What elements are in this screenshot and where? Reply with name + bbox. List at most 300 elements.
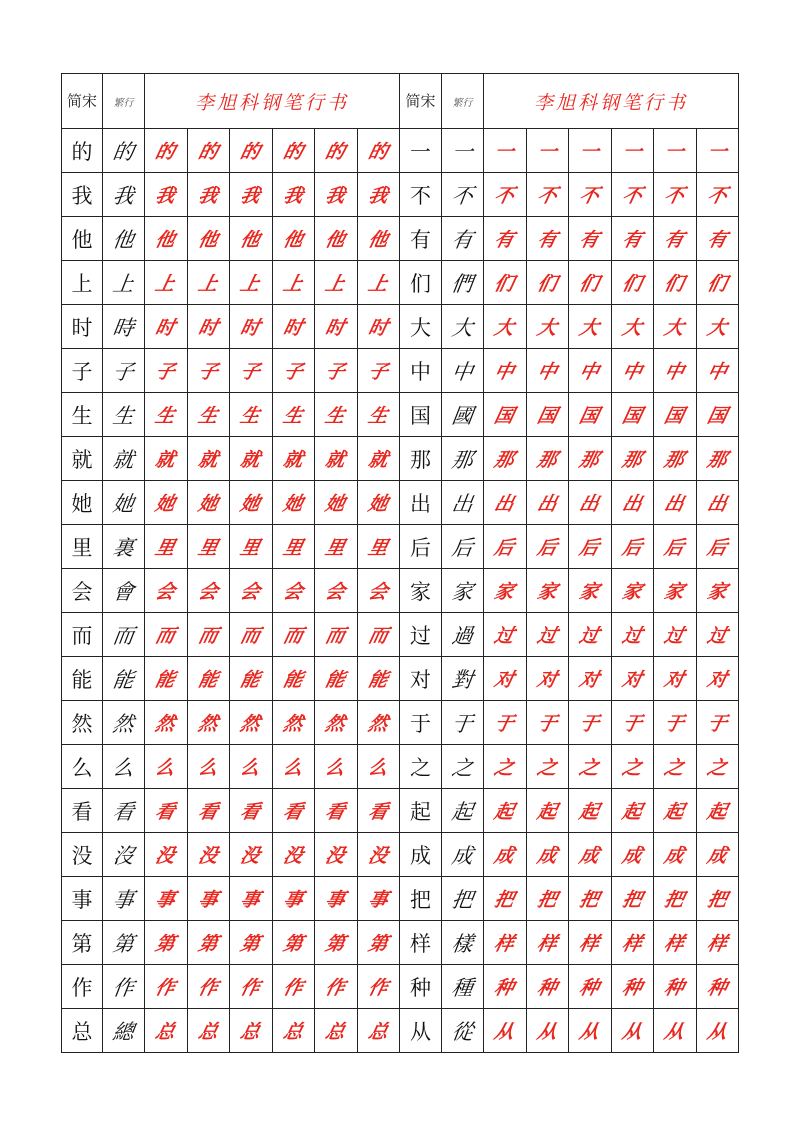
left-demo-char-cell bbox=[358, 261, 400, 305]
right-demo-char: 对 bbox=[577, 669, 602, 691]
right-trad-char-cell bbox=[442, 437, 484, 481]
right-demo-char-cell bbox=[654, 217, 697, 261]
right-demo-char: 大 bbox=[705, 317, 730, 339]
right-demo-char: 们 bbox=[492, 273, 517, 295]
right-demo-char-cell bbox=[654, 833, 697, 877]
right-demo-char-cell bbox=[484, 965, 527, 1009]
right-demo-char-cell bbox=[569, 745, 612, 789]
right-demo-char-cell bbox=[484, 1009, 527, 1053]
right-demo-char: 出 bbox=[620, 493, 645, 515]
left-demo-char-cell bbox=[273, 261, 315, 305]
left-trad-char-cell bbox=[103, 305, 145, 349]
right-demo-char-cell bbox=[612, 173, 654, 217]
left-demo-char: 上 bbox=[196, 273, 221, 295]
left-demo-char-cell bbox=[230, 745, 273, 789]
right-simp-char: 于 bbox=[410, 711, 431, 736]
right-demo-char-cell bbox=[654, 525, 697, 569]
left-demo-char-cell bbox=[315, 833, 358, 877]
left-demo-char: 她 bbox=[153, 493, 178, 515]
right-trad-char: 過 bbox=[450, 623, 475, 648]
right-demo-char: 过 bbox=[662, 625, 687, 647]
left-demo-char: 会 bbox=[153, 581, 178, 603]
left-demo-char-cell bbox=[358, 437, 400, 481]
left-demo-char: 么 bbox=[238, 757, 263, 779]
right-trad-char-cell bbox=[442, 569, 484, 613]
left-demo-char: 她 bbox=[281, 493, 306, 515]
right-demo-char-cell bbox=[569, 349, 612, 393]
right-demo-char: 国 bbox=[620, 405, 645, 427]
right-demo-char-cell bbox=[612, 129, 654, 173]
right-demo-char: 把 bbox=[705, 889, 730, 911]
right-demo-char: 把 bbox=[535, 889, 560, 911]
right-demo-char: 起 bbox=[492, 801, 517, 823]
right-demo-char: 那 bbox=[662, 449, 687, 471]
right-demo-char-cell bbox=[527, 129, 569, 173]
left-trad-char: 上 bbox=[111, 271, 136, 296]
right-simp-char: 种 bbox=[410, 975, 431, 1000]
left-demo-char: 他 bbox=[366, 229, 391, 251]
left-demo-char-cell bbox=[188, 393, 230, 437]
right-trad-char-cell bbox=[442, 1009, 484, 1053]
right-trad-char: 樣 bbox=[450, 931, 475, 956]
right-demo-char: 起 bbox=[662, 801, 687, 823]
right-trad-char: 有 bbox=[450, 227, 475, 252]
left-demo-char-cell bbox=[273, 129, 315, 173]
left-simp-char: 的 bbox=[71, 139, 93, 164]
right-demo-char-cell bbox=[569, 393, 612, 437]
left-simp-char-cell bbox=[62, 965, 103, 1009]
left-demo-char: 第 bbox=[238, 933, 263, 955]
right-demo-char-cell bbox=[484, 525, 527, 569]
right-demo-char: 一 bbox=[662, 141, 687, 163]
left-demo-char: 看 bbox=[366, 801, 391, 823]
table-row bbox=[62, 305, 739, 349]
left-demo-char: 没 bbox=[366, 845, 391, 867]
right-demo-char: 国 bbox=[535, 405, 560, 427]
left-trad-char: 么 bbox=[111, 755, 136, 780]
left-demo-char: 上 bbox=[238, 273, 263, 295]
right-demo-char: 后 bbox=[705, 537, 730, 559]
right-simp-char-cell bbox=[400, 877, 442, 921]
left-demo-char: 能 bbox=[323, 669, 348, 691]
left-simp-char: 而 bbox=[71, 623, 93, 648]
right-demo-char: 不 bbox=[535, 185, 560, 207]
left-demo-char: 看 bbox=[196, 801, 221, 823]
left-demo-char: 第 bbox=[153, 933, 178, 955]
left-demo-char: 能 bbox=[153, 669, 178, 691]
left-demo-char: 然 bbox=[153, 713, 178, 735]
left-trad-label: 繁行 bbox=[113, 98, 134, 109]
right-demo-char-cell bbox=[612, 393, 654, 437]
right-demo-char: 家 bbox=[662, 581, 687, 603]
right-demo-char-cell bbox=[697, 217, 739, 261]
left-simp-label: 简宋 bbox=[66, 92, 97, 110]
left-demo-char-cell bbox=[273, 921, 315, 965]
right-demo-char: 后 bbox=[577, 537, 602, 559]
left-demo-char: 上 bbox=[323, 273, 348, 295]
right-demo-char-cell bbox=[527, 217, 569, 261]
left-simp-char-cell bbox=[62, 481, 103, 525]
left-demo-char-cell bbox=[230, 965, 273, 1009]
left-demo-char: 么 bbox=[196, 757, 221, 779]
left-demo-char: 而 bbox=[281, 625, 306, 647]
right-demo-char-cell bbox=[569, 613, 612, 657]
table-row bbox=[62, 569, 739, 613]
right-demo-char-cell bbox=[612, 437, 654, 481]
left-demo-char: 他 bbox=[196, 229, 221, 251]
right-demo-char: 出 bbox=[492, 493, 517, 515]
right-demo-char-cell bbox=[527, 569, 569, 613]
right-demo-char: 过 bbox=[705, 625, 730, 647]
right-demo-char-cell bbox=[612, 877, 654, 921]
right-demo-char-cell bbox=[527, 745, 569, 789]
left-demo-char-cell bbox=[273, 789, 315, 833]
right-demo-char-cell bbox=[697, 833, 739, 877]
right-demo-char-cell bbox=[569, 789, 612, 833]
right-demo-char: 对 bbox=[620, 669, 645, 691]
right-demo-char-cell bbox=[697, 349, 739, 393]
left-demo-char-cell bbox=[188, 745, 230, 789]
left-demo-char-cell bbox=[145, 657, 188, 701]
right-demo-char: 从 bbox=[620, 1021, 645, 1043]
left-demo-char: 她 bbox=[323, 493, 348, 515]
right-demo-char-cell bbox=[569, 921, 612, 965]
left-demo-char-cell bbox=[273, 305, 315, 349]
table-row bbox=[62, 437, 739, 481]
left-demo-char: 总 bbox=[281, 1021, 306, 1043]
right-demo-char-cell bbox=[569, 217, 612, 261]
left-trad-char-cell bbox=[103, 437, 145, 481]
left-demo-char: 时 bbox=[366, 317, 391, 339]
left-demo-char: 么 bbox=[323, 757, 348, 779]
right-demo-char: 把 bbox=[492, 889, 517, 911]
right-demo-char: 之 bbox=[620, 757, 645, 779]
right-simp-label: 简宋 bbox=[405, 92, 436, 110]
left-demo-char: 我 bbox=[196, 185, 221, 207]
left-simp-char: 她 bbox=[71, 491, 93, 516]
right-demo-char-cell bbox=[612, 525, 654, 569]
left-demo-char-cell bbox=[273, 701, 315, 745]
right-demo-char-cell bbox=[612, 349, 654, 393]
right-demo-char: 家 bbox=[705, 581, 730, 603]
right-simp-char: 从 bbox=[410, 1019, 431, 1044]
table-row bbox=[62, 877, 739, 921]
left-demo-char: 总 bbox=[153, 1021, 178, 1043]
right-demo-char-cell bbox=[697, 305, 739, 349]
right-simp-char: 中 bbox=[410, 359, 431, 384]
right-demo-char: 样 bbox=[705, 933, 730, 955]
left-demo-char-cell bbox=[358, 481, 400, 525]
left-trad-char-cell bbox=[103, 349, 145, 393]
header-row bbox=[62, 74, 739, 129]
right-demo-char-cell bbox=[697, 789, 739, 833]
right-demo-char: 家 bbox=[492, 581, 517, 603]
left-demo-char-cell bbox=[315, 789, 358, 833]
left-demo-char-cell bbox=[188, 261, 230, 305]
left-simp-char-cell bbox=[62, 129, 103, 173]
table-row bbox=[62, 525, 739, 569]
right-demo-char: 于 bbox=[662, 713, 687, 735]
left-simp-char: 作 bbox=[71, 975, 93, 1000]
right-demo-char: 们 bbox=[620, 273, 645, 295]
right-demo-char: 起 bbox=[535, 801, 560, 823]
left-simp-char: 时 bbox=[71, 315, 93, 340]
left-demo-char: 我 bbox=[153, 185, 178, 207]
left-demo-char-cell bbox=[145, 745, 188, 789]
table-row bbox=[62, 833, 739, 877]
right-demo-char: 大 bbox=[535, 317, 560, 339]
left-title-cell bbox=[145, 74, 400, 129]
left-demo-char: 她 bbox=[366, 493, 391, 515]
left-demo-char-cell bbox=[315, 613, 358, 657]
left-demo-char: 就 bbox=[366, 449, 391, 471]
right-demo-char: 从 bbox=[705, 1021, 730, 1043]
left-demo-char-cell bbox=[145, 525, 188, 569]
right-simp-char-cell bbox=[400, 437, 442, 481]
left-trad-char-cell bbox=[103, 613, 145, 657]
right-demo-char: 大 bbox=[577, 317, 602, 339]
right-demo-char: 样 bbox=[662, 933, 687, 955]
left-demo-char: 时 bbox=[153, 317, 178, 339]
right-simp-char: 对 bbox=[410, 667, 431, 692]
left-trad-char-cell bbox=[103, 657, 145, 701]
right-demo-char-cell bbox=[697, 745, 739, 789]
right-trad-char-cell bbox=[442, 701, 484, 745]
left-trad-char-cell bbox=[103, 701, 145, 745]
left-demo-char-cell bbox=[188, 613, 230, 657]
right-demo-char-cell bbox=[654, 437, 697, 481]
left-demo-char: 里 bbox=[366, 537, 391, 559]
left-simp-char-cell bbox=[62, 525, 103, 569]
left-demo-char: 就 bbox=[281, 449, 306, 471]
left-demo-char: 他 bbox=[281, 229, 306, 251]
right-demo-char-cell bbox=[697, 569, 739, 613]
left-demo-char-cell bbox=[315, 393, 358, 437]
left-demo-char: 时 bbox=[281, 317, 306, 339]
right-trad-char-cell bbox=[442, 217, 484, 261]
left-demo-char: 的 bbox=[281, 141, 306, 163]
right-demo-char-cell bbox=[654, 261, 697, 305]
left-demo-char: 就 bbox=[153, 449, 178, 471]
left-simp-char-cell bbox=[62, 349, 103, 393]
right-demo-char-cell bbox=[612, 305, 654, 349]
right-demo-char: 种 bbox=[535, 977, 560, 999]
left-demo-char: 上 bbox=[281, 273, 306, 295]
right-demo-char-cell bbox=[612, 217, 654, 261]
right-simp-char-cell bbox=[400, 569, 442, 613]
left-demo-char-cell bbox=[230, 613, 273, 657]
right-demo-char-cell bbox=[654, 701, 697, 745]
left-simp-char-cell bbox=[62, 745, 103, 789]
left-demo-char-cell bbox=[145, 965, 188, 1009]
right-demo-char: 后 bbox=[620, 537, 645, 559]
right-demo-char-cell bbox=[697, 921, 739, 965]
right-trad-char: 從 bbox=[450, 1019, 475, 1044]
right-demo-char: 国 bbox=[492, 405, 517, 427]
left-simp-char-cell bbox=[62, 569, 103, 613]
left-trad-char-cell bbox=[103, 129, 145, 173]
left-demo-char: 生 bbox=[153, 405, 178, 427]
right-simp-char: 家 bbox=[410, 579, 431, 604]
right-demo-char: 之 bbox=[577, 757, 602, 779]
right-trad-char-cell bbox=[442, 789, 484, 833]
right-demo-char-cell bbox=[484, 877, 527, 921]
left-demo-char: 作 bbox=[366, 977, 391, 999]
right-demo-char: 们 bbox=[662, 273, 687, 295]
left-demo-char: 而 bbox=[196, 625, 221, 647]
left-demo-char: 里 bbox=[238, 537, 263, 559]
right-demo-char-cell bbox=[569, 305, 612, 349]
left-demo-char-cell bbox=[188, 833, 230, 877]
right-demo-char-cell bbox=[697, 437, 739, 481]
right-demo-char: 从 bbox=[662, 1021, 687, 1043]
right-demo-char: 有 bbox=[662, 229, 687, 251]
left-trad-char-cell bbox=[103, 921, 145, 965]
left-demo-char: 里 bbox=[153, 537, 178, 559]
right-demo-char-cell bbox=[484, 129, 527, 173]
right-demo-char-cell bbox=[654, 965, 697, 1009]
right-demo-char-cell bbox=[654, 657, 697, 701]
right-demo-char-cell bbox=[484, 393, 527, 437]
left-demo-char: 我 bbox=[366, 185, 391, 207]
left-demo-char-cell bbox=[230, 921, 273, 965]
left-demo-char-cell bbox=[358, 833, 400, 877]
table-row bbox=[62, 393, 739, 437]
left-demo-char-cell bbox=[230, 437, 273, 481]
left-simp-char: 会 bbox=[71, 579, 93, 604]
left-demo-char: 能 bbox=[281, 669, 306, 691]
right-demo-char-cell bbox=[612, 569, 654, 613]
right-demo-char-cell bbox=[697, 481, 739, 525]
left-demo-char-cell bbox=[145, 261, 188, 305]
practice-grid bbox=[61, 73, 739, 1053]
left-title: 李旭科钢笔行书 bbox=[194, 91, 349, 114]
left-trad-char: 生 bbox=[111, 403, 136, 428]
left-demo-char: 而 bbox=[238, 625, 263, 647]
table-row bbox=[62, 173, 739, 217]
left-simp-char-cell bbox=[62, 921, 103, 965]
left-demo-char-cell bbox=[315, 437, 358, 481]
left-simp-char-cell bbox=[62, 613, 103, 657]
left-demo-char-cell bbox=[188, 305, 230, 349]
right-demo-char-cell bbox=[527, 481, 569, 525]
left-demo-char-cell bbox=[273, 393, 315, 437]
left-demo-char-cell bbox=[230, 217, 273, 261]
left-trad-char: 我 bbox=[111, 183, 136, 208]
left-trad-char-cell bbox=[103, 877, 145, 921]
left-demo-char: 生 bbox=[366, 405, 391, 427]
right-simp-char: 把 bbox=[410, 887, 431, 912]
left-demo-char-cell bbox=[145, 305, 188, 349]
right-demo-char: 种 bbox=[705, 977, 730, 999]
left-simp-char: 子 bbox=[71, 359, 93, 384]
left-simp-char-cell bbox=[62, 261, 103, 305]
right-demo-char: 中 bbox=[620, 361, 645, 383]
left-demo-char: 看 bbox=[238, 801, 263, 823]
left-demo-char: 我 bbox=[281, 185, 306, 207]
left-demo-char-cell bbox=[188, 173, 230, 217]
right-demo-char: 样 bbox=[620, 933, 645, 955]
right-demo-char-cell bbox=[697, 965, 739, 1009]
left-demo-char: 生 bbox=[281, 405, 306, 427]
right-simp-char: 们 bbox=[410, 271, 431, 296]
right-trad-char-cell bbox=[442, 613, 484, 657]
right-trad-char: 那 bbox=[450, 447, 475, 472]
left-demo-char: 能 bbox=[366, 669, 391, 691]
table-row bbox=[62, 789, 739, 833]
right-demo-char-cell bbox=[569, 877, 612, 921]
left-demo-char: 而 bbox=[153, 625, 178, 647]
right-demo-char-cell bbox=[484, 833, 527, 877]
left-demo-char: 第 bbox=[196, 933, 221, 955]
left-demo-char-cell bbox=[358, 1009, 400, 1053]
left-trad-char-cell bbox=[103, 965, 145, 1009]
left-trad-char: 裏 bbox=[111, 535, 136, 560]
right-simp-char-cell bbox=[400, 393, 442, 437]
right-demo-char: 成 bbox=[535, 845, 560, 867]
table-row bbox=[62, 1009, 739, 1053]
left-demo-char: 没 bbox=[196, 845, 221, 867]
left-trad-char-cell bbox=[103, 173, 145, 217]
left-demo-char-cell bbox=[188, 1009, 230, 1053]
left-demo-char-cell bbox=[230, 569, 273, 613]
left-trad-char: 子 bbox=[111, 359, 136, 384]
left-trad-char: 他 bbox=[111, 227, 136, 252]
left-demo-char-cell bbox=[358, 745, 400, 789]
right-demo-char-cell bbox=[697, 701, 739, 745]
right-demo-char-cell bbox=[527, 613, 569, 657]
right-demo-char: 一 bbox=[492, 141, 517, 163]
right-trad-char-cell bbox=[442, 349, 484, 393]
right-trad-char: 家 bbox=[450, 579, 475, 604]
right-demo-char: 一 bbox=[535, 141, 560, 163]
left-demo-char-cell bbox=[358, 393, 400, 437]
table-row bbox=[62, 965, 739, 1009]
left-demo-char: 没 bbox=[238, 845, 263, 867]
right-demo-char-cell bbox=[697, 657, 739, 701]
right-demo-char-cell bbox=[484, 305, 527, 349]
right-simp-char: 成 bbox=[410, 843, 431, 868]
right-demo-char: 家 bbox=[620, 581, 645, 603]
right-demo-char: 不 bbox=[662, 185, 687, 207]
left-trad-char-cell bbox=[103, 833, 145, 877]
left-demo-char-cell bbox=[315, 657, 358, 701]
right-simp-char: 大 bbox=[410, 315, 431, 340]
right-demo-char: 们 bbox=[705, 273, 730, 295]
right-simp-char-cell bbox=[400, 1009, 442, 1053]
left-demo-char: 生 bbox=[323, 405, 348, 427]
right-trad-char: 于 bbox=[450, 711, 475, 736]
right-trad-char-cell bbox=[442, 305, 484, 349]
right-simp-char-cell bbox=[400, 789, 442, 833]
right-demo-char: 从 bbox=[492, 1021, 517, 1043]
left-simp-char-cell bbox=[62, 393, 103, 437]
right-simp-char-cell bbox=[400, 129, 442, 173]
right-demo-char-cell bbox=[527, 437, 569, 481]
left-trad-char: 沒 bbox=[111, 843, 136, 868]
left-demo-char-cell bbox=[315, 173, 358, 217]
left-demo-char-cell bbox=[315, 569, 358, 613]
left-simp-char: 第 bbox=[71, 931, 93, 956]
left-demo-char: 就 bbox=[238, 449, 263, 471]
left-trad-char: 總 bbox=[111, 1019, 136, 1044]
right-simp-char: 不 bbox=[410, 183, 431, 208]
right-simp-char-cell bbox=[400, 261, 442, 305]
right-demo-char: 家 bbox=[535, 581, 560, 603]
left-demo-char-cell bbox=[315, 525, 358, 569]
left-demo-char-cell bbox=[188, 877, 230, 921]
left-simp-char: 生 bbox=[71, 403, 93, 428]
